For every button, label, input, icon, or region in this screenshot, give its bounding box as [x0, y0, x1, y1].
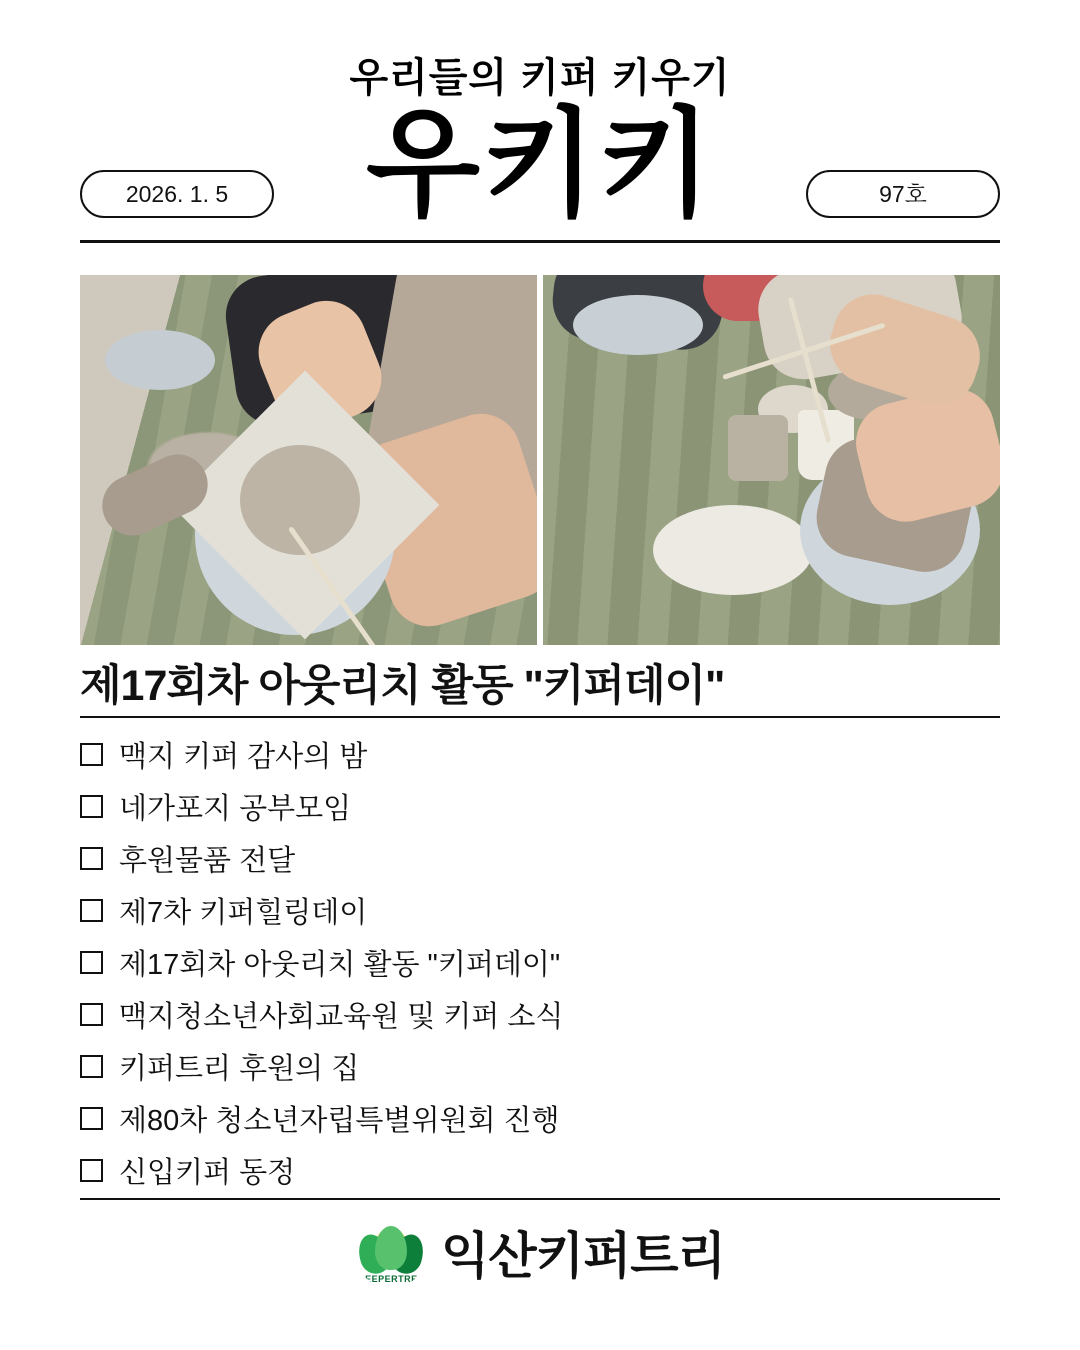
list-item[interactable] — [80, 1144, 1000, 1196]
photo-shape-plate-1 — [573, 295, 703, 355]
list-item[interactable] — [80, 780, 1000, 832]
checkbox-icon — [80, 743, 103, 766]
list-item-label: 맥지청소년사회교육원 및 키퍼 소식 — [119, 1000, 564, 1033]
checkbox-icon — [80, 795, 103, 818]
issue-number-badge: 97호 — [806, 170, 1000, 218]
list-item-label: 제17회차 아웃리치 활동 "키퍼데이" — [119, 948, 561, 981]
list-item[interactable] — [80, 884, 1000, 936]
header-divider — [80, 240, 1000, 243]
photo-pottery-table — [543, 275, 1000, 645]
checkbox-icon — [80, 1003, 103, 1026]
masthead-tagline: 우리들의 키퍼 키우기 — [349, 56, 731, 100]
issue-date-badge: 2026. 1. 5 — [80, 170, 274, 218]
organization-name: 익산키퍼트리 — [441, 1228, 725, 1285]
checkbox-icon — [80, 847, 103, 870]
list-item[interactable] — [80, 936, 1000, 988]
list-item-label: 제80차 청소년자립특별위원회 진행 — [119, 1104, 560, 1137]
photo-shape-clay-cup — [728, 415, 788, 481]
list-item-label: 네가포지 공부모임 — [119, 792, 352, 825]
photo-pottery-hands — [80, 275, 537, 645]
list-item-label: 키퍼트리 후원의 집 — [119, 1052, 360, 1085]
footer — [80, 1216, 1000, 1288]
list-item-label: 맥지 키퍼 감사의 밤 — [119, 740, 368, 773]
checkbox-icon — [80, 1159, 103, 1182]
list-item[interactable] — [80, 1040, 1000, 1092]
list-item-label: 신입키퍼 동정 — [119, 1156, 296, 1189]
contents-divider — [80, 1198, 1000, 1200]
keepertree-logo-icon — [355, 1216, 427, 1288]
photo-shape-small-plate — [105, 330, 215, 390]
logo-mark-text: KEEPERTREE — [358, 1274, 425, 1285]
contents-list — [80, 718, 1000, 1196]
list-item[interactable] — [80, 1092, 1000, 1144]
list-item[interactable] — [80, 832, 1000, 884]
page-title: 우키키 — [366, 99, 714, 231]
photo-shape-plate-2 — [653, 505, 813, 595]
list-item-label: 후원물품 전달 — [119, 844, 296, 877]
list-item-label: 제7차 키퍼힐링데이 — [119, 896, 368, 929]
masthead-meta-row — [80, 162, 1000, 226]
photo-strip — [80, 275, 1000, 645]
checkbox-icon — [80, 899, 103, 922]
checkbox-icon — [80, 1055, 103, 1078]
checkbox-icon — [80, 1107, 103, 1130]
list-item[interactable] — [80, 728, 1000, 780]
leaf-center-icon — [375, 1226, 407, 1270]
list-item[interactable] — [80, 988, 1000, 1040]
checkbox-icon — [80, 951, 103, 974]
headline: 제17회차 아웃리치 활동 "키퍼데이" — [80, 662, 725, 710]
